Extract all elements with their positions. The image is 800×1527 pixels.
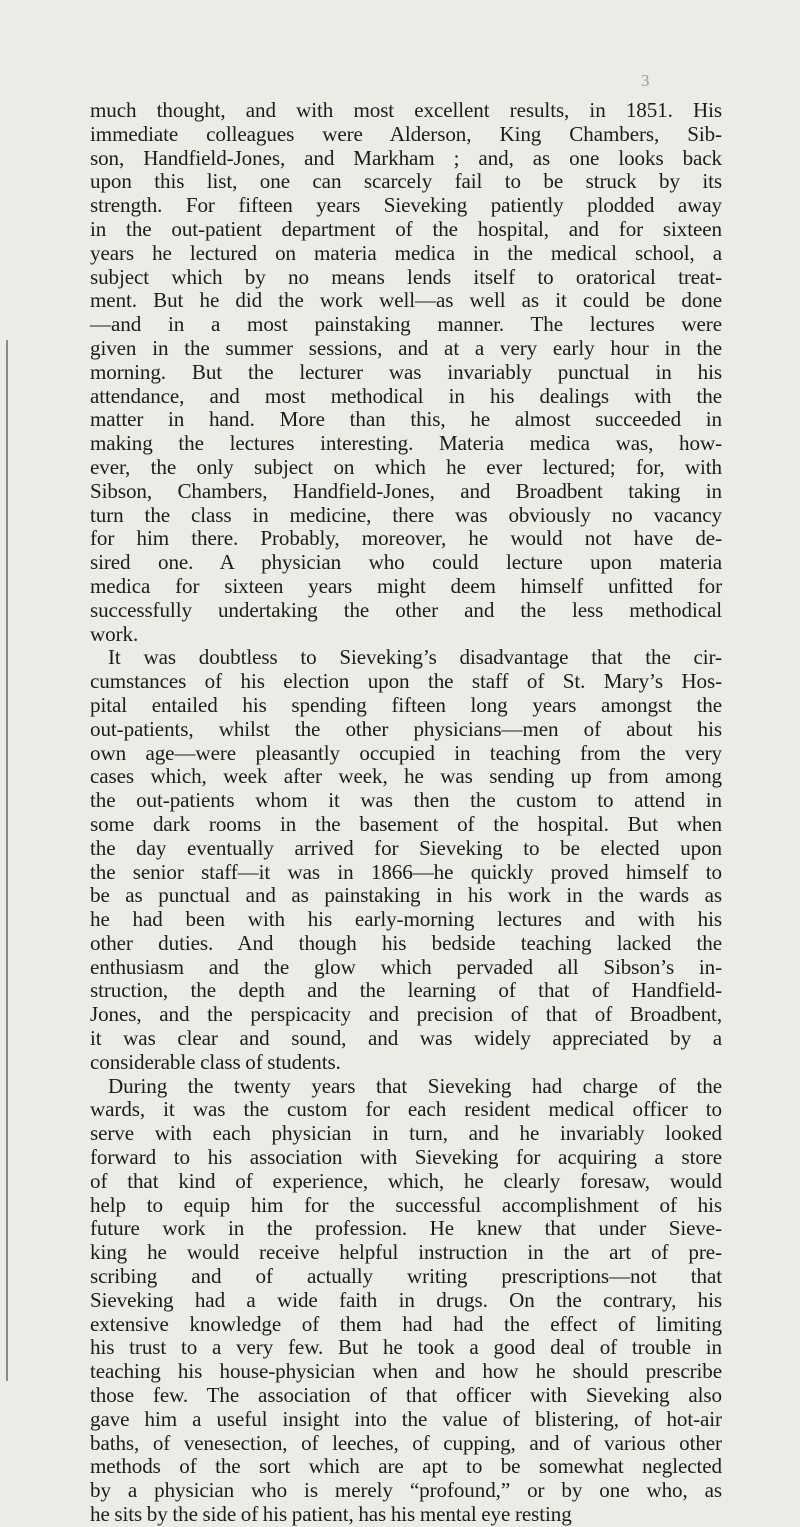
text-line: son, Handfield-Jones, and Markham ; and, as one looks back	[90, 145, 722, 170]
text-line: gave him a useful insight into the value of blistering, of hot-air	[90, 1406, 722, 1431]
text-line: in the out-patient department of the hospital, and for sixteen	[90, 216, 722, 241]
text-line: extensive knowledge of them had had the effect of limiting	[90, 1311, 722, 1336]
text-line: those few. The association of that officer with Sieveking also	[90, 1383, 722, 1408]
text-line: sired one. A physician who could lecture upon materia	[90, 550, 722, 575]
text-line: considerable class of students.	[90, 1049, 341, 1074]
page-edge-shadow	[6, 340, 8, 1381]
text-line: matter in hand. More than this, he almost succeeded in	[90, 407, 722, 432]
text-line: Jones, and the perspicacity and precision of that of Broadbent,	[90, 1002, 722, 1027]
paragraph-2	[90, 646, 722, 1074]
text-line: immediate colleagues were Alderson, King Chambers, Sib-	[90, 121, 722, 146]
text-line: years he lectured on materia medica in the medical school, a	[90, 240, 722, 265]
page-number: 3	[641, 71, 650, 90]
text-line: of that kind of experience, which, he clearly foresaw, would	[90, 1168, 722, 1193]
text-line: upon this list, one can scarcely fail to be struck by its	[90, 169, 722, 194]
text-line: some dark rooms in the basement of the hospital. But when	[90, 811, 722, 836]
text-line: wards, it was the custom for each resident medical officer to	[90, 1097, 722, 1122]
text-line: much thought, and with most excellent results, in 1851. His	[90, 98, 722, 122]
text-line: ever, the only subject on which he ever lectured; for, with	[90, 454, 722, 479]
text-line: the out-patients whom it was then the custom to attend in	[90, 788, 722, 813]
text-line: serve with each physician in turn, and he invariably looked	[90, 1121, 722, 1146]
text-line: own age—were pleasantly occupied in teaching from the very	[90, 740, 722, 765]
text-line: Sibson, Chambers, Handfield-Jones, and Broadbent taking in	[90, 478, 722, 503]
text-line: —and in a most painstaking manner. The lectures were	[90, 312, 722, 337]
body-text	[90, 99, 722, 1527]
text-line: out-patients, whilst the other physicians—men of about his	[90, 716, 722, 741]
text-line: by a physician who is merely “profound,” or by one who, as	[90, 1478, 722, 1503]
paragraph-1	[90, 99, 722, 646]
text-line: ment. But he did the work well—as well as it could be done	[90, 288, 722, 313]
text-line: cases which, week after week, he was sending up from among	[90, 764, 722, 789]
text-line: king he would receive helpful instruction in the art of pre-	[90, 1240, 722, 1265]
text-line: he sits by the side of his patient, has his mental eye resting	[90, 1502, 572, 1527]
text-line: given in the summer sessions, and at a very early hour in the	[90, 335, 722, 360]
text-line: the day eventually arrived for Sieveking to be elected upon	[90, 835, 722, 860]
text-line: baths, of venesection, of leeches, of cupping, and of various other	[90, 1430, 722, 1455]
text-line: pital entailed his spending fifteen long years amongst the	[90, 692, 722, 717]
text-line: it was clear and sound, and was widely appreciated by a	[90, 1026, 722, 1051]
text-line: future work in the profession. He knew that under Sieve-	[90, 1216, 722, 1241]
text-line: enthusiasm and the glow which pervaded all Sibson’s in-	[90, 954, 722, 979]
text-line: making the lectures interesting. Materia medica was, how-	[90, 431, 722, 456]
text-line: for him there. Probably, moreover, he would not have de-	[90, 526, 722, 551]
text-line: subject which by no means lends itself to oratorical treat-	[90, 264, 722, 289]
text-line: methods of the sort which are apt to be somewhat neglected	[90, 1454, 722, 1479]
text-line: morning. But the lecturer was invariably punctual in his	[90, 359, 722, 384]
text-line: be as punctual and as painstaking in his work in the wards as	[90, 883, 722, 908]
text-line: help to equip him for the successful accomplishment of his	[90, 1192, 722, 1217]
paragraph-3	[90, 1075, 722, 1527]
text-line: strength. For fifteen years Sieveking patiently plodded away	[90, 193, 722, 218]
text-line: cumstances of his election upon the staff of St. Mary’s Hos-	[90, 669, 722, 694]
text-line: his trust to a very few. But he took a good deal of trouble in	[90, 1335, 722, 1360]
text-line: turn the class in medicine, there was obviously no vacancy	[90, 502, 722, 527]
text-line: medica for sixteen years might deem himself unfitted for	[90, 573, 722, 598]
text-line: work.	[90, 621, 139, 646]
text-line: the senior staff—it was in 1866—he quickly proved himself to	[90, 859, 722, 884]
text-line: successfully undertaking the other and the less methodical	[90, 597, 722, 622]
text-line: other duties. And though his bedside teaching lacked the	[90, 930, 722, 955]
text-line: forward to his association with Sieveking for acquiring a store	[90, 1145, 722, 1170]
text-line: Sieveking had a wide faith in drugs. On the contrary, his	[90, 1287, 722, 1312]
text-line: struction, the depth and the learning of that of Handfield-	[90, 978, 722, 1003]
text-line: teaching his house-physician when and how he should prescribe	[90, 1359, 722, 1384]
text-line: It was doubtless to Sieveking’s disadvantage that the cir-	[108, 645, 722, 670]
text-line: attendance, and most methodical in his dealings with the	[90, 383, 722, 408]
text-line: he had been with his early-morning lectures and with his	[90, 907, 722, 932]
text-line: During the twenty years that Sieveking had charge of the	[108, 1073, 722, 1098]
text-line: scribing and of actually writing prescriptions—not that	[90, 1264, 722, 1289]
